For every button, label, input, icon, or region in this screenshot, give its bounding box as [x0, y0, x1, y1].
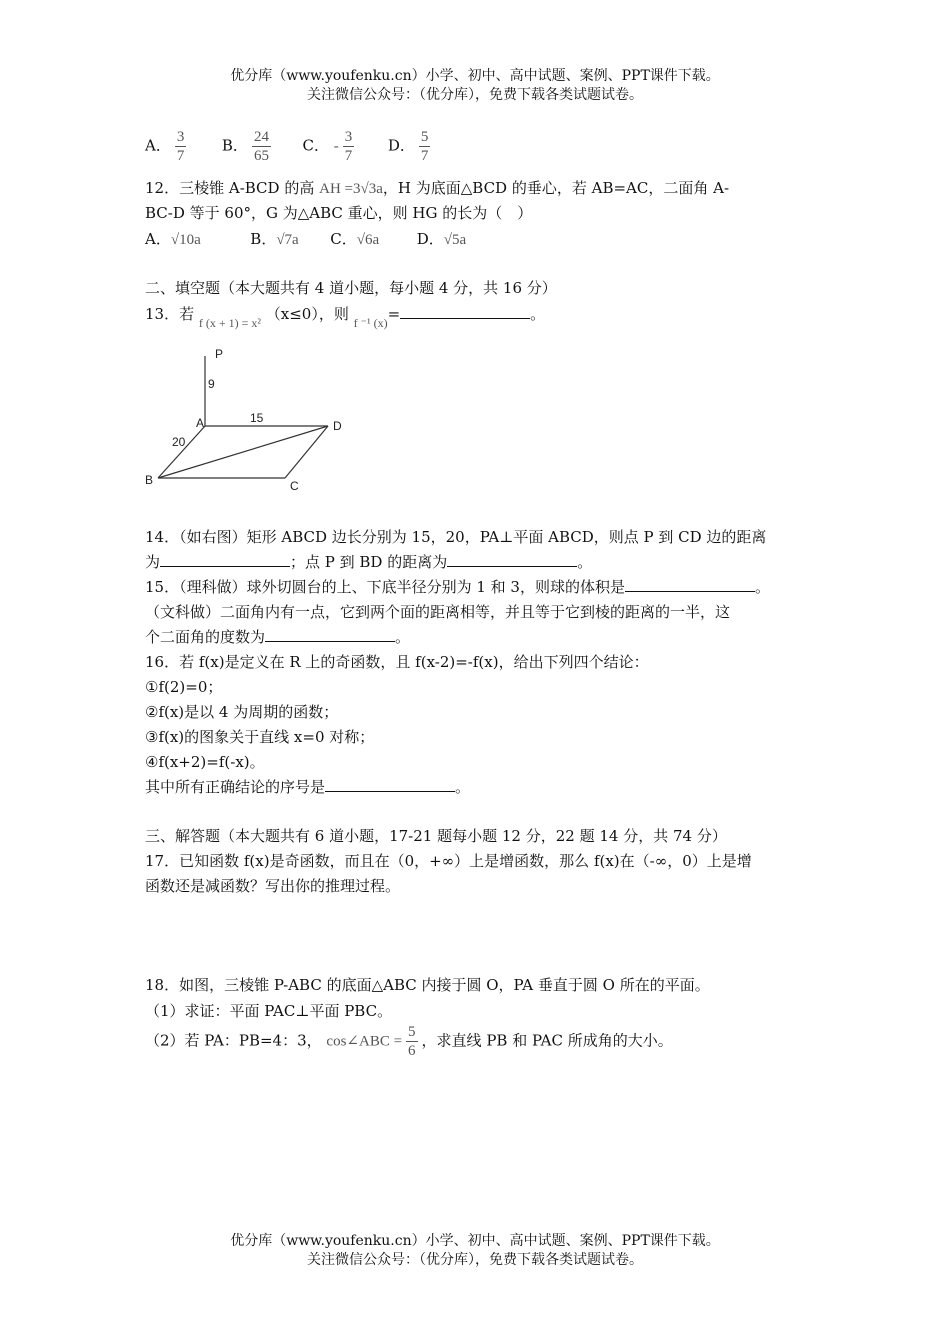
label-p: P	[215, 348, 224, 361]
q14-blank-2	[447, 552, 577, 567]
q13-function: f (x + 1) = x²	[198, 316, 261, 330]
option-c-label: C．	[302, 136, 329, 155]
q16-conclusion-1: ①f(2)=0；	[145, 678, 223, 696]
header-line-1: 优分库（www.youfenku.cn）小学、初中、高中试题、案例、PPT课件下载。	[230, 68, 720, 84]
q14-blank-1	[160, 552, 290, 567]
section-2-title: 二、填空题（本大题共有 4 道小题，每小题 4 分，共 16 分）	[145, 279, 557, 297]
q18-line-2: （1）求证：平面 PAC⊥平面 PBC。	[145, 1002, 393, 1020]
q16-conclusion-3: ③f(x)的图象关于直线 x=0 对称；	[145, 728, 375, 746]
edge-cd	[285, 426, 328, 478]
q17-line-1: 17．已知函数 f(x)是奇函数，而且在（0，+∞）上是增函数，那么 f(x)在（-∞，0）上是增	[145, 852, 752, 870]
q12-formula: AH =3√3a	[319, 181, 383, 197]
q16-conclusion-2: ②f(x)是以 4 为周期的函数；	[145, 703, 339, 721]
q12-line-2: BC-D 等于 60°，G 为△ABC 重心，则 HG 的长为（ ）	[145, 204, 533, 222]
q14-line-2: 为 ；点 P 到 BD 的距离为 。	[145, 553, 593, 571]
rectangle-figure	[140, 348, 360, 498]
q18-line-1: 18．如图，三棱锥 P-ABC 的底面△ABC 内接于圆 O，PA 垂直于圆 O 所在的平面。	[145, 976, 710, 994]
q11-options	[145, 128, 434, 165]
label-pa-length: 9	[208, 377, 215, 391]
option-a-label: A．	[145, 136, 171, 155]
footer-line-2: 关注微信公众号：（优分库），免费下载各类试题试卷。	[307, 1252, 643, 1268]
page-header	[0, 67, 950, 105]
q14-line-1: 14．（如右图）矩形 ABCD 边长分别为 15，20，PA⊥平面 ABCD，则点 P 到 CD 边的距离	[145, 528, 767, 546]
q12-line-1: 12．三棱锥 A-BCD 的高 AH =3√3a，H 为底面△BCD 的垂心，若 AB=AC，二面角 A-	[145, 179, 730, 197]
diagonal-bd	[158, 426, 328, 478]
label-c: C	[290, 479, 299, 493]
label-ab-length: 20	[172, 435, 186, 449]
q17-line-2: 函数还是减函数？写出你的推理过程。	[145, 877, 401, 895]
q15-line-2: （文科做）二面角内有一点，它到两个面的距离相等，并且等于它到棱的距离的一半，这	[145, 603, 731, 621]
page-footer	[0, 1232, 950, 1270]
q13-inverse: f ⁻¹ (x)	[353, 316, 388, 330]
q16-blank	[325, 777, 455, 792]
q15-line-3: 个二面角的度数为 。	[145, 628, 411, 646]
q16-conclusion-4: ④f(x+2)=f(-x)。	[145, 753, 265, 771]
q16-line-1: 16．若 f(x)是定义在 R 上的奇函数，且 f(x-2)=-f(x)，给出下列四个结论：	[145, 653, 649, 671]
q15-blank-2	[265, 627, 395, 642]
option-c-sign: -	[333, 138, 339, 155]
q13-answer-blank	[400, 304, 530, 319]
q15-line-1: 15．（理科做）球外切圆台的上、下底半径分别为 1 和 3，则球的体积是 。	[145, 578, 770, 596]
q18-fraction: $\frac{5}{6}$	[408, 1024, 416, 1059]
option-b-label: B．	[221, 136, 248, 155]
label-b: B	[145, 473, 154, 487]
option-d-fraction: $\frac{5}{7}$	[420, 129, 429, 164]
label-a: A	[196, 416, 205, 430]
q15-blank-1	[625, 577, 755, 592]
q13-line: 13．若 $_{f (x + 1) = x^2}$ （x≤0），则 $_{f ^{-1} (x)}$= 。	[145, 305, 546, 330]
footer-line-1: 优分库（www.youfenku.cn）小学、初中、高中试题、案例、PPT课件下载。	[230, 1233, 720, 1249]
option-a-fraction: $\frac{3}{7}$	[176, 129, 185, 164]
option-d-label: D．	[387, 136, 415, 155]
option-b-fraction: $\frac{24}{65}$	[253, 129, 269, 164]
q18-cos-expression: cos∠ABC =	[326, 1033, 403, 1050]
q12-options: A．√10a B．√7a C．√6a D．√5a	[145, 230, 467, 248]
q16-last-line: 其中所有正确结论的序号是 。	[145, 778, 471, 796]
label-d: D	[333, 419, 342, 433]
label-ad-length: 15	[250, 411, 264, 425]
q18-line-3: （2）若 PA：PB=4：3， cos∠ABC = $\frac{5}{6}$ ，求直线 PB 和 PAC 所成角的大小。	[145, 1024, 673, 1059]
section-3-title: 三、解答题（本大题共有 6 道小题，17-21 题每小题 12 分，22 题 14 分，共 74 分）	[145, 827, 727, 845]
option-c-fraction: $\frac{3}{7}$	[344, 129, 353, 164]
header-line-2: 关注微信公众号：（优分库），免费下载各类试题试卷。	[307, 87, 643, 103]
